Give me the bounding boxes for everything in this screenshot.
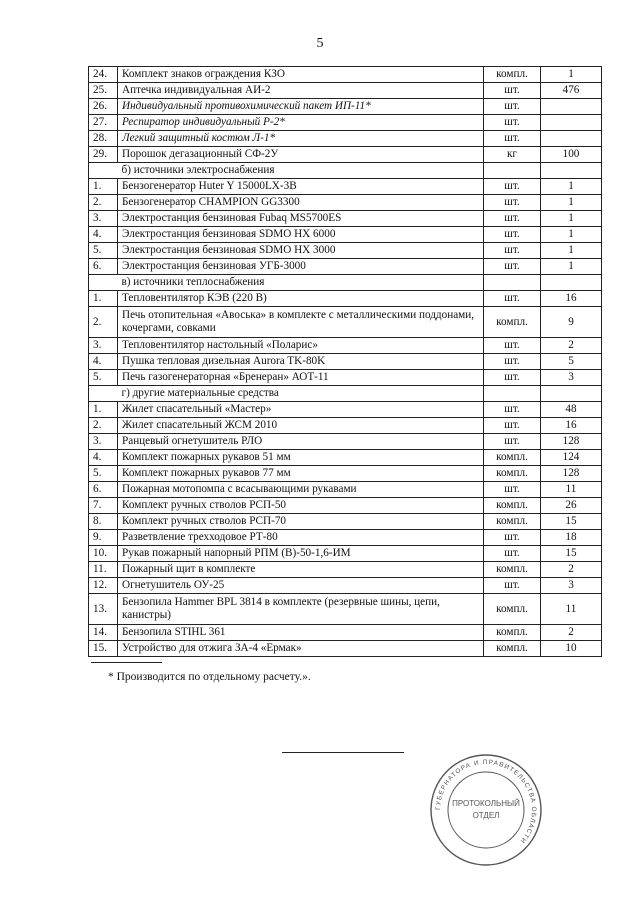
table-row (89, 307, 602, 338)
item-unit: компл. (484, 625, 541, 641)
item-unit: компл. (484, 450, 541, 466)
item-number: 13. (89, 594, 118, 625)
item-name: Жилет спасательный «Мастер» (118, 402, 484, 418)
item-quantity: 26 (541, 498, 602, 514)
item-quantity: 2 (541, 338, 602, 354)
item-number: 28. (89, 131, 118, 147)
item-unit: шт. (484, 370, 541, 386)
item-quantity: 124 (541, 450, 602, 466)
item-name: Разветвление трехходовое РТ-80 (118, 530, 484, 546)
item-number: 25. (89, 83, 118, 99)
table-row (89, 131, 602, 147)
table-row (89, 498, 602, 514)
item-unit: шт. (484, 482, 541, 498)
table-row (89, 514, 602, 530)
table-row (89, 115, 602, 131)
item-quantity: 1 (541, 211, 602, 227)
item-number: 4. (89, 450, 118, 466)
inventory-table (88, 66, 602, 657)
table-row (89, 594, 602, 625)
section-qty-cell (541, 386, 602, 402)
section-title: в) источники теплоснабжения (118, 275, 484, 291)
item-unit: шт. (484, 402, 541, 418)
table-row (89, 243, 602, 259)
item-name: Бензогенератор CHAMPION GG3300 (118, 195, 484, 211)
item-quantity: 1 (541, 243, 602, 259)
item-number: 11. (89, 562, 118, 578)
item-name: Пожарная мотопомпа с всасывающими рукавами (118, 482, 484, 498)
item-name: Бензопила Hammer BPL 3814 в комплекте (резервные шины, цепи, канистры) (118, 594, 484, 625)
item-number: 8. (89, 514, 118, 530)
item-unit: компл. (484, 514, 541, 530)
item-unit: шт. (484, 115, 541, 131)
section-title: г) другие материальные средства (118, 386, 484, 402)
table-row (89, 338, 602, 354)
item-number: 14. (89, 625, 118, 641)
item-number: 6. (89, 482, 118, 498)
item-quantity: 5 (541, 354, 602, 370)
item-unit: кг (484, 147, 541, 163)
item-number: 9. (89, 530, 118, 546)
item-quantity: 18 (541, 530, 602, 546)
section-qty-cell (541, 275, 602, 291)
item-name: Жилет спасательный ЖСМ 2010 (118, 418, 484, 434)
item-name: Бензогенератор Huter Y 15000LX-3B (118, 179, 484, 195)
item-number: 12. (89, 578, 118, 594)
item-unit: компл. (484, 562, 541, 578)
item-unit: компл. (484, 67, 541, 83)
item-unit: шт. (484, 83, 541, 99)
item-name: Комплект пожарных рукавов 51 мм (118, 450, 484, 466)
item-name: Комплект ручных стволов РСП-50 (118, 498, 484, 514)
table-row (89, 259, 602, 275)
item-unit: шт. (484, 530, 541, 546)
item-name: Комплект знаков ограждения КЗО (118, 67, 484, 83)
item-name: Печь газогенераторная «Бренеран» АОТ-11 (118, 370, 484, 386)
stamp-label-line2: ОТДЕЛ (472, 811, 500, 820)
footnote-divider (91, 662, 162, 663)
section-num-cell (89, 163, 118, 179)
table-row (89, 562, 602, 578)
item-number: 3. (89, 211, 118, 227)
section-unit-cell (484, 163, 541, 179)
item-unit: шт. (484, 211, 541, 227)
table-row (89, 291, 602, 307)
item-name: Печь отопительная «Авоська» в комплекте с металлическими поддонами, кочергами, совками (118, 307, 484, 338)
table-row (89, 83, 602, 99)
item-quantity: 476 (541, 83, 602, 99)
item-name: Тепловентилятор настольный «Поларис» (118, 338, 484, 354)
item-unit: компл. (484, 498, 541, 514)
section-header-row (89, 275, 602, 291)
table-row (89, 450, 602, 466)
table-row (89, 354, 602, 370)
item-number: 15. (89, 641, 118, 657)
item-unit: шт. (484, 338, 541, 354)
item-unit: компл. (484, 641, 541, 657)
table-row (89, 546, 602, 562)
table-row (89, 179, 602, 195)
stamp-inner-ring (448, 772, 524, 848)
item-quantity: 11 (541, 594, 602, 625)
item-unit: шт. (484, 99, 541, 115)
item-name: Огнетушитель ОУ-25 (118, 578, 484, 594)
item-quantity (541, 99, 602, 115)
item-name: Пушка тепловая дизельная Aurora TK-80K (118, 354, 484, 370)
section-unit-cell (484, 275, 541, 291)
item-unit: шт. (484, 195, 541, 211)
item-name: Индивидуальный противохимический пакет ИП-11* (118, 99, 484, 115)
signature-line (282, 752, 404, 753)
item-number: 5. (89, 243, 118, 259)
item-name: Электростанция бензиновая Fubaq MS5700ES (118, 211, 484, 227)
item-number: 1. (89, 179, 118, 195)
table-row (89, 641, 602, 657)
item-quantity: 128 (541, 466, 602, 482)
item-quantity: 1 (541, 259, 602, 275)
table-row (89, 625, 602, 641)
stamp-ring-textpath: ГУБЕРНАТОРА И ПРАВИТЕЛЬСТВА ОБЛАСТИ (434, 758, 538, 845)
item-number: 26. (89, 99, 118, 115)
item-number: 2. (89, 418, 118, 434)
item-number: 5. (89, 466, 118, 482)
table-row (89, 99, 602, 115)
item-number: 10. (89, 546, 118, 562)
item-unit: шт. (484, 354, 541, 370)
item-number: 24. (89, 67, 118, 83)
section-unit-cell (484, 386, 541, 402)
item-name: Тепловентилятор КЭВ (220 В) (118, 291, 484, 307)
item-quantity: 100 (541, 147, 602, 163)
item-number: 29. (89, 147, 118, 163)
item-quantity: 15 (541, 546, 602, 562)
item-quantity: 16 (541, 291, 602, 307)
item-number: 4. (89, 227, 118, 243)
item-name: Электростанция бензиновая УГБ-3000 (118, 259, 484, 275)
item-unit: компл. (484, 466, 541, 482)
item-name: Бензопила STIHL 361 (118, 625, 484, 641)
item-unit: компл. (484, 307, 541, 338)
item-quantity: 1 (541, 179, 602, 195)
table-row (89, 67, 602, 83)
item-quantity: 1 (541, 195, 602, 211)
table-row (89, 227, 602, 243)
item-unit: шт. (484, 418, 541, 434)
item-quantity: 15 (541, 514, 602, 530)
item-quantity (541, 115, 602, 131)
stamp-label-line1: ПРОТОКОЛЬНЫЙ (452, 799, 520, 808)
item-number: 6. (89, 259, 118, 275)
item-number: 5. (89, 370, 118, 386)
item-name: Электростанция бензиновая SDMO HX 6000 (118, 227, 484, 243)
item-name: Пожарный щит в комплекте (118, 562, 484, 578)
item-number: 1. (89, 291, 118, 307)
item-unit: шт. (484, 243, 541, 259)
section-header-row (89, 386, 602, 402)
item-quantity: 9 (541, 307, 602, 338)
section-qty-cell (541, 163, 602, 179)
item-name: Электростанция бензиновая SDMO HX 3000 (118, 243, 484, 259)
item-number: 7. (89, 498, 118, 514)
table-row (89, 530, 602, 546)
item-quantity: 48 (541, 402, 602, 418)
protocol-department-stamp (428, 752, 544, 868)
table-row (89, 211, 602, 227)
item-unit: шт. (484, 546, 541, 562)
page-number: 5 (316, 36, 324, 51)
item-unit: шт. (484, 578, 541, 594)
table-row (89, 578, 602, 594)
item-number: 2. (89, 195, 118, 211)
item-unit: шт. (484, 227, 541, 243)
footnote: * Производится по отдельному расчету.». (108, 671, 311, 683)
item-quantity: 16 (541, 418, 602, 434)
table-row (89, 466, 602, 482)
table-row (89, 482, 602, 498)
item-number: 27. (89, 115, 118, 131)
item-number: 2. (89, 307, 118, 338)
item-unit: компл. (484, 594, 541, 625)
table-row (89, 434, 602, 450)
inventory-table-body (89, 67, 602, 657)
item-name: Рукав пожарный напорный РПМ (В)-50-1,6-ИМ (118, 546, 484, 562)
item-quantity: 11 (541, 482, 602, 498)
item-number: 4. (89, 354, 118, 370)
item-unit: шт. (484, 131, 541, 147)
section-num-cell (89, 275, 118, 291)
item-quantity: 10 (541, 641, 602, 657)
section-header-row (89, 163, 602, 179)
item-unit: шт. (484, 434, 541, 450)
item-unit: шт. (484, 259, 541, 275)
item-unit: шт. (484, 179, 541, 195)
item-name: Порошок дегазационный СФ-2У (118, 147, 484, 163)
item-quantity: 3 (541, 370, 602, 386)
section-num-cell (89, 386, 118, 402)
item-quantity (541, 131, 602, 147)
item-quantity: 1 (541, 227, 602, 243)
table-row (89, 147, 602, 163)
item-quantity: 2 (541, 562, 602, 578)
item-quantity: 1 (541, 67, 602, 83)
item-name: Комплект ручных стволов РСП-70 (118, 514, 484, 530)
item-quantity: 3 (541, 578, 602, 594)
item-quantity: 128 (541, 434, 602, 450)
item-name: Устройство для отжига ЗА-4 «Ермак» (118, 641, 484, 657)
table-row (89, 402, 602, 418)
item-number: 1. (89, 402, 118, 418)
table-row (89, 418, 602, 434)
table-row (89, 195, 602, 211)
item-name: Ранцевый огнетушитель РЛО (118, 434, 484, 450)
item-name: Легкий защитный костюм Л-1* (118, 131, 484, 147)
item-number: 3. (89, 434, 118, 450)
table-row (89, 370, 602, 386)
item-name: Респиратор индивидуальный Р-2* (118, 115, 484, 131)
item-unit: шт. (484, 291, 541, 307)
item-name: Аптечка индивидуальная АИ-2 (118, 83, 484, 99)
item-quantity: 2 (541, 625, 602, 641)
item-name: Комплект пожарных рукавов 77 мм (118, 466, 484, 482)
item-number: 3. (89, 338, 118, 354)
section-title: б) источники электроснабжения (118, 163, 484, 179)
